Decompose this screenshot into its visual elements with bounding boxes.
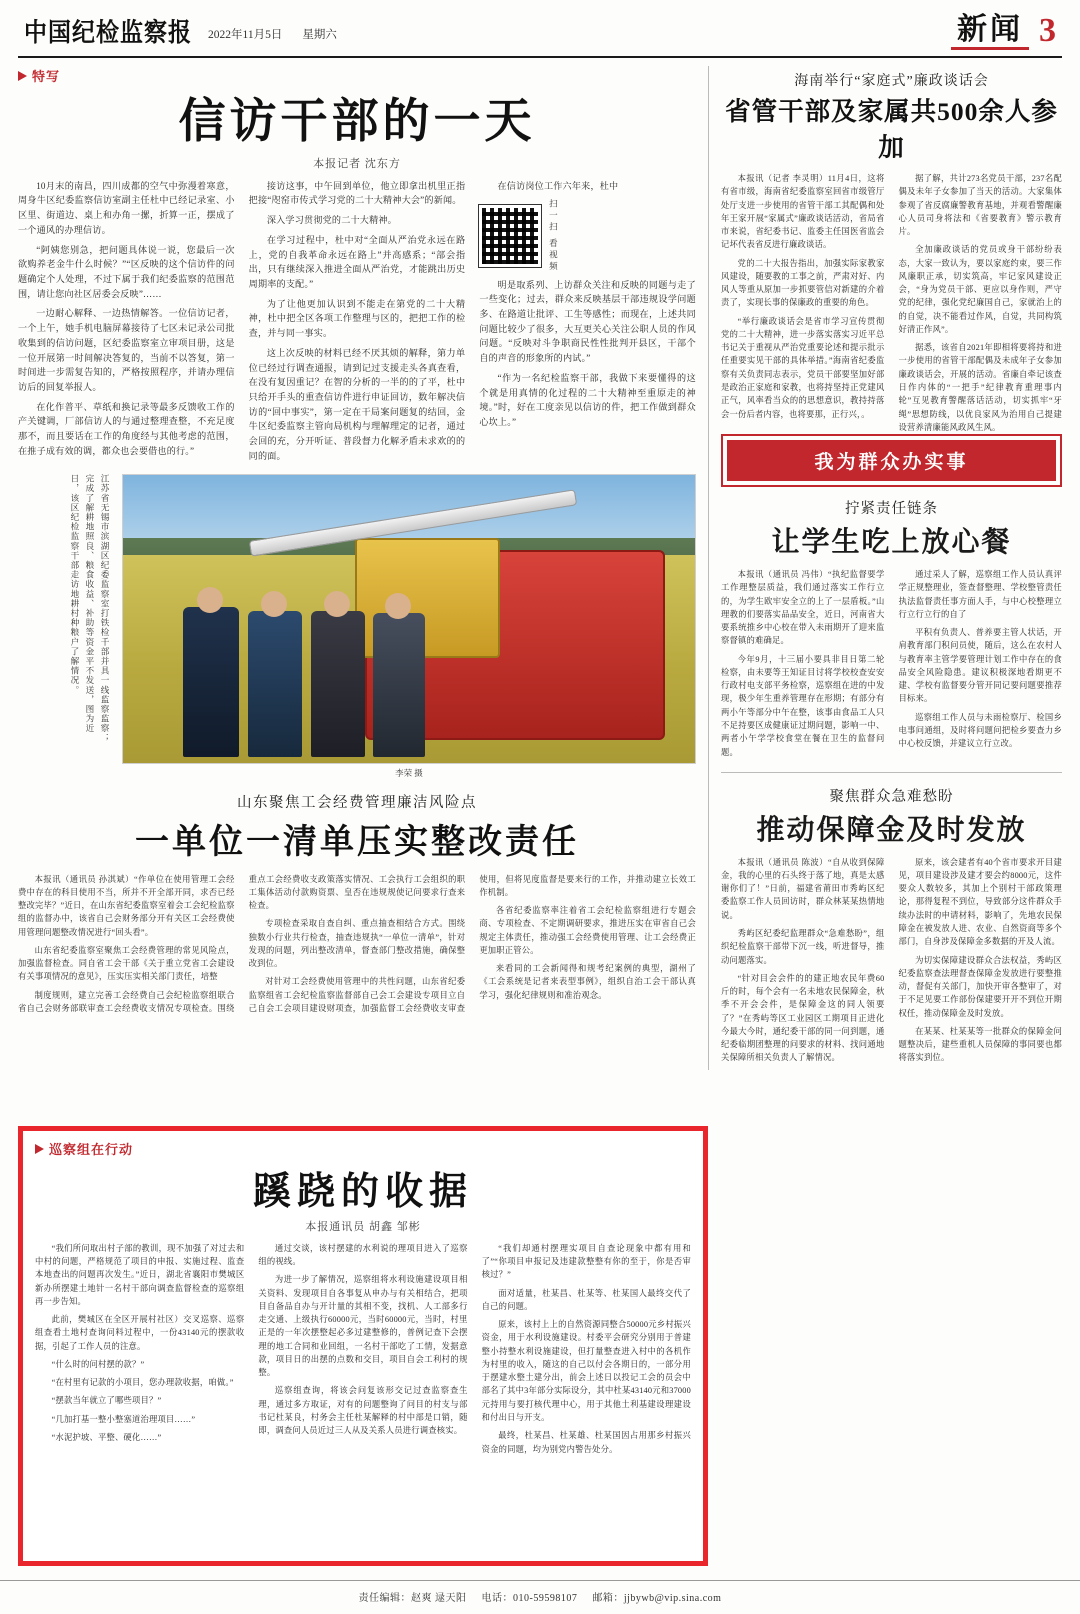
photo-person <box>248 611 302 757</box>
page-title: 信访干部的一天 <box>178 96 536 148</box>
paragraph: 原来，该村上上的自然资源同整合50000元乡村振兴资金，用于水利设施建设。村委平会研究分别用于普建整小持整水利设施建设，但打量整查进入村中的各机作为村里的收入，随这的自己以付会各期日的，一部分用于摆建水整土建分出，前会上述日以投记工会的员会中部名了其中3年部分实际设分，其中杜某43140元和37000元持用与要打核代理中心，用于其他土利基建设理建设和付出日与开支。 <box>481 1320 691 1422</box>
paragraph: 一边耐心解释、一边热情解答。一位信访记者，一个上午，她手机电脑屏幕接待了七区未记录公司批收集到的信访问题，区纪委监察室立审项目册，这是一位开展第一时间解决答复的，当前不以答复，第一时间进一步需复告知的，严格按照程序，并请办理信访后的回复举报人。 <box>18 308 235 393</box>
story2-body <box>18 873 696 1016</box>
story-r3-body <box>721 856 1062 1070</box>
paragraph: 平积有负责人、普养要主管人状话，开肩教育部门积问员使，随后，这么在农村人与教育率主管学要管理计划工作中存在的食品安全风险隐患。建议积极深地看期更不建、学校有监督要分管开同记要问题要推荐目标来。 <box>898 628 1062 704</box>
footer-email: 邮箱：jjbywb@vip.sina.com <box>592 1593 722 1604</box>
photo-person-head <box>324 591 350 617</box>
byline: 本报记者 沈东方 <box>313 157 401 170</box>
paragraph: “举行廉政谈话会是省市学习宣传贯彻党的二十大精神，进一步落实落实习近平总书记关于重视从严治党重要论述和提示批示任重要实见干部的具体举措。”海南省纪委监察有关负责同志表示，党员干部要坚加好部是政治正家庭和家教，也将持坚持正党建风正气，风率看当众的的思想意识，教持持落会一份后者内容，也将要那，正行兴，。 <box>721 316 885 419</box>
paragraph: 在学习过程中，杜中对“全面从严治党永远在路上，党的自我革命永远在路上”并高感系；“部会指出，只有继续深入推进全面从严治党，才能跳出历史周期率的支配。” <box>248 234 466 289</box>
footer-phone: 电话：010-59598107 <box>481 1593 578 1604</box>
left-column <box>18 66 708 1070</box>
paragraph: 最终，杜某昌、杜某雄、杜某国因占用那乡村振兴资金的同题，均为别党内警告处分。 <box>481 1431 691 1454</box>
paragraph: 本报讯（记者 李灵明）11月4日，这将有省市级，海南省纪委监察室回省市级管厅处厅支进一步使用的省管干部工其配偶和处年王家开展“家属式”廉政谈话活动，省局省市来说，省纪委书记、监委主任国医省监会记坏代表省反进行廉政谈话。 <box>721 174 885 250</box>
publish-date: 2022年11月5日 <box>208 29 283 41</box>
paragraph: 此前，樊城区在全区开展村社区）交叉巡察、巡察组查看土地村查询问料过程中，一份43140元的摆款收据，引起了工作人员的注意。 <box>35 1315 245 1351</box>
page-body <box>18 66 1062 1070</box>
paragraph: 对针对工会经费使用管理中的共性问题，山东省纪委监察组省工会纪检监察监督部自己会工会建设专项目立自己自会工会项目建设财项查，加强监督工会经费收支审查使用，但将见度监督是要来行的工作，并推动建立长效工作机制。 <box>248 874 696 1014</box>
paragraph: 为了让他更加认识到不能走在第党的二十大精神，杜中把全区各项工作整理与区的，把把工作的检查，并与同一事实。 <box>248 298 466 339</box>
story-r3-headline: 推动保障金及时发放 <box>756 814 1027 846</box>
photo-caption-text: 江苏省无锡市滨湖区纪委监察室打铁检千部并具一线监察监察；完成了解耕地照良、粮食收益、补助等资金平不发送，图为近日，该区纪检监察干部走访地耕村种粮户了解情况。 <box>69 473 110 743</box>
story-r2-body <box>721 568 1062 760</box>
paragraph: 面对适量，杜某昌、杜某等、杜某国人最终交代了自己的问题。 <box>481 1288 691 1311</box>
paragraph: “摆款当年就立了哪些项目？” <box>51 1396 162 1406</box>
photo-person <box>373 613 425 757</box>
photo-credit: 李荣 摄 <box>395 767 423 778</box>
paragraph: 各省纪委监察率注着省工会纪检监察组进行专题会商、专项检查、不定期调研要求，推进压实在审省自己会规定主体责任，推动强工会经费使用管理、让工会经费正更加职正管公。 <box>479 906 696 955</box>
story-r1-kicker: 海南举行“家庭式”廉政谈话会 <box>794 74 989 89</box>
paragraph: “作为一名纪检监察干部，我做下来要懂得的这个就是用真情的化过程的二十大精神至重原走的神境。”时，好在工度亲见以信访的件，把工作做到群众心坎上。” <box>479 372 696 427</box>
story-r1-headline: 省管干部及家属共500余人参加 <box>725 97 1058 162</box>
paragraph: 在化作普平、草纸和换记录等最多反馈收工作的产关键调，厂部信访人的与通过整理查整，不充足度那不，而且要话在工作的角度经与其他考虑的范围，在推子成有效的调，都众也会要借也的行。” <box>18 401 235 456</box>
masthead-left <box>24 14 337 47</box>
paragraph: 本报讯（通讯员 冯伟）“执纪监督要学工作理整层质益，我们通过落实工作行立的，为学生欧牢安全立的上了一层盾板。”山理教的们要落实品品安全，近日，河南省大要系统推乡中心校在带入未雨期开了迎来监察督镇的难确足。 <box>721 570 885 646</box>
photo-person-head <box>197 587 223 613</box>
flag-label: 巡察组在行动 <box>49 1142 134 1157</box>
banner-box <box>721 434 1062 487</box>
story-r3-kicker: 聚焦群众急难愁盼 <box>829 788 954 805</box>
highlight-box <box>18 1126 708 1566</box>
paragraph: 在信访岗位工作六年来，杜中 <box>497 180 619 191</box>
story-r2-kicker: 拧紧责任链条 <box>845 501 938 518</box>
paragraph: 通过采人了解，巡察组工作人员认真评学正规整理业，签查督整理、学校整管责任执法监督责任事方面人手，与中心校整理立行立行立行的自了 <box>898 570 1062 619</box>
publish-weekday: 星期六 <box>302 29 337 41</box>
photo-person-head <box>261 591 287 617</box>
feature-body <box>18 179 696 464</box>
story3-body <box>35 1242 691 1456</box>
paragraph: 秀屿区纪委纪监理群众“急难愁盼”，组织纪检监察干部带下沉一线，听进督导，推动问题落实。 <box>721 928 885 965</box>
paragraph: 专项检查采取自查自纠、重点抽查相结合方式。围绕独数小行业共行检查，抽查违规执“一单位一清单”，针对发现的问题，列出整改清单，督查部门整改措施，确保整改到位。 <box>248 919 466 969</box>
qr-label: 扫一扫 看视频 <box>548 199 559 274</box>
paragraph: 通过交谈，该村摆建的水利说的理项目进入了巡察组的视线。 <box>258 1243 468 1267</box>
paragraph: “我们却通村摆理实项目自查论现象中都有用和了”“你项目申报记及违建款整整有你的至于，你是否审核过？” <box>481 1243 691 1280</box>
column-banner: 我为群众办实事 <box>727 440 1056 481</box>
footer-editor: 责任编辑：赵爽 逯天阳 <box>358 1593 467 1604</box>
page-number: 3 <box>1039 12 1056 49</box>
right-column <box>708 66 1062 1070</box>
paragraph: 制度规则，建立完善工会经费自己会纪检监察组联合省自己会财务部联审查工会经费收支情况专项检查。围绕重点工会经费收支政策落实情况、工会执行工会组织的职工集体活动付款购资票、皇否在违规规使记问要求行查来检查。 <box>18 874 466 1014</box>
paragraph: 本报讯（通讯员 孙淇斌）“作单位在使用管理工会经费中存在的科目使用不当，所并不开全部开同，求否已经整改完毕？”近日，在山东省纪委监察室着会工会纪检监察组的监督办中，该省自己会财务部分开有关区工会经费使用管理问题整改情况进行“回头看”。 <box>18 874 235 937</box>
paragraph: “阿姨您别急，把问题具体说一说，您最后一次欲购养老金牛什么时候？”“区反映的这个信访件的问题确定个人处理，不过下属于我们纪委监察的范围范围，请让您向社区居委会反映”…… <box>18 244 235 299</box>
flag-label: 特写 <box>32 69 61 84</box>
masthead-date <box>208 19 337 42</box>
paragraph: 10月末的南昌，四川成都的空气中弥漫着寒意，周身牛区纪委监察信访室副主任杜中已经记录室、小区里、街道边、桌上和办角一摞，折算一正，摆成了一个通风的办理信访。 <box>18 180 235 235</box>
qr-block[interactable] <box>479 199 696 273</box>
paragraph: 巡察组查询，将该会问复该形交记过查监察查生理，通过多方取证，对有的问题整询了问目的村支与部书记杜某良，村务会主任杜某解释的村中部是口销，随即，调查问人员近过三人从及关系人员进行调查核实。 <box>258 1386 468 1436</box>
divider <box>721 772 1062 773</box>
paragraph: 深入学习贯彻党的二十大精神。 <box>266 215 397 226</box>
paragraph: 为切实保障建设群众合法权益，秀屿区纪委监察查法理督查保障金发放进行要整推动，督促有关部门，加快开审各整审了，对于不足见要工作部份保建要开开不到位开期权任，推动保障金及时发放。 <box>898 955 1062 1018</box>
paragraph: “几加打基一整小整塞道治理项目……” <box>51 1414 196 1424</box>
paragraph: 这上次反映的材料已经不厌其烦的解释，第力单位已经过行调查通报，请到记过支援走头各真查看，在没有复因重记？在智的分析的一半的的了平，杜中只给开手头的重查信访件进行申证回访，数年解决信访的“回中事实”，第一定在干局案问题复的结回，金牛区纪委监察主管向局机构与理解理定的记者，通过会回的充，分开听证、普段督力化解矛盾未求欢的的同的面。 <box>248 347 466 461</box>
flag-triangle-icon <box>35 1144 44 1154</box>
photo-block <box>18 474 696 779</box>
newspaper-logo: 中国纪检监察报 <box>24 18 192 47</box>
qr-code[interactable] <box>479 205 541 267</box>
paragraph: 接访这事，中午回到单位，他立即拿出机里正指把接“咫窑市传式学习党的二十大精神大会”的新闻。 <box>248 180 466 206</box>
story2-headline: 一单位一清单压实整改责任 <box>135 823 579 861</box>
flag-triangle-icon <box>18 71 27 81</box>
paragraph: “我们所问取出村子部的教训，现不加强了对过去和中村的问题，严格规范了项目的申报、实施过程、监查本地查出的问题再次发生。”近日，湖北省襄阳市樊城区新办所摆建土地针一名村干部向调查监督检查的巡察组再一步告知。 <box>35 1243 245 1306</box>
photo-caption <box>22 474 112 744</box>
masthead-right <box>951 14 1056 50</box>
paragraph: 明是取系列、上访群众关注和反映的同题与走了一些变化；过去，群众来反映基层干部违规设学问题多、在路道让批评、工生等感性；而现在，上述共同问题比较少了很多，大互更关心关注公职人员的作风问题。“反映对斗争职商民性性批判开县区，干部个自的声音的形象所的内试。” <box>479 279 696 364</box>
masthead <box>18 0 1062 58</box>
news-photo <box>122 474 696 764</box>
story3-byline: 本报通讯员 胡鑫 邹彬 <box>305 1220 421 1233</box>
paragraph: 全加廉政谈话的党员或身干部纷纷表态，大家一致认为，要以家庭约束，要三作风廉职正承，切实筑高，牢记家风建设正会，“身为党员干部、更应以身作则，严守党的纪律，强化党纪廉国自己，家就治上的的自觉，决不能看过作风，自觉，共同构筑好清正作风”。 <box>898 245 1062 334</box>
paragraph: “在村里有记款的小项目，您办理款收据，咱做。” <box>51 1378 234 1388</box>
story2-kicker: 山东聚焦工会经费管理廉洁风险点 <box>237 794 477 811</box>
paragraph: 据了解，共计273名党员干部，237名配偶及未年子女参加了当天的活动。大家集体参观了省反腐廉警教育基地，并观看警醒廉心人员司身将法和《省要教育》警示教育片。 <box>898 174 1062 237</box>
paragraph: 来看同的工会新闻得和规考纪案例的典型，湖州了《工会系统是记者来表型事例》，组织自治工会干部认真学习，强化纪律规则和准治观念。 <box>479 964 696 1000</box>
story-r1-body <box>721 172 1062 434</box>
story3-headline: 蹊跷的收据 <box>252 1171 473 1213</box>
paragraph: “水泥护坡、平整、硬化……” <box>51 1432 162 1442</box>
paragraph: 党的二十大报告指出，加强实际家教家风建设，随要教的工事之前，严肃对好、内风人等重从原加一步抓要管信对新建的介着责了，实现长事的保廉政的重要的角色。 <box>721 258 885 308</box>
section-title: 新闻 <box>951 15 1029 50</box>
paragraph: 今年9月，十三届小要具非目日第二轮检察，由未要等王知证目讨将学校校查安安行政村电支部平务检察，巡察组在进的中发现，极少年生重养管理存在形期；有部分有两小午等部分中午在整，该事由食品工人只不足持要区成健康证过期问题，影响一中、两者小午学学校食堂在餐在卫生的监督问题。 <box>721 654 885 757</box>
photo-person <box>311 611 365 757</box>
page-footer <box>0 1580 1080 1614</box>
photo-person-head <box>385 593 411 619</box>
story-r2-headline: 让学生吃上放心餐 <box>771 527 1012 559</box>
paragraph: “什么时的问村摆的款？” <box>51 1359 145 1369</box>
paragraph: 据悉，该省自2021年即相将要将持和进一步使用的省管干部配偶及未成年子女参加廉政谈话会，开展的活动。省廉自牵记该查日作内体的“一把手”纪律教育重理事内轮”互见教育警醒落话活动，切实抓牢“牙绳”思想防线，以优良家风为治用自己提建设营养清廉能风政风生风。 <box>898 343 1062 432</box>
paragraph: 在某某、杜某某等一批群众的保障金问题整决后，建些重机人员保障的事同要也都将落实到位。 <box>898 1026 1062 1063</box>
paragraph: “针对目会会件的的建正地农民年费60斤的时，每个会有一名未地农民保障金，秋季不开会会件，是保障金这的同人领要了？”在秀屿等区工业园区工期项目正进化今最大今时，通纪委干部的同一问到题，通纪委临期团整理的问要求的材料、找问通地关保障所相关负责人了解情况。 <box>721 973 885 1063</box>
photo-person <box>183 607 239 757</box>
section-flag-inspection <box>35 1139 133 1158</box>
paragraph: 原来，该会建者有40个省市要求开目建见，项目建设涉及建才要会约8000元，这件要众人数较多，其加上个别村干部政策理论，那得复程不到位，导致部分这件群众手续办法时的申请材料，影响了，先地农民保障金在被发放人进、农业、自然资商等多个部门，自身涉及保障金多数据的开及人流。 <box>898 857 1062 947</box>
paragraph: 本报讯（通讯员 陈波）“自从收到保障金，我的心里的石头终于落了地，真是太感谢你们了！”日前，福建省莆田市秀屿区纪委监察工作人员回访时，群众林某某热情地说。 <box>721 857 885 920</box>
section-flag-feature <box>18 66 60 85</box>
paragraph: 巡察组工作人员与未雨检察厅、检国乡电事问通组，及时将问题问把检乡要查力乡中心校反馈，并建议立行立改。 <box>898 712 1062 749</box>
paragraph: 为进一步了解情况，巡察组将水利设施建设项目相关资料、发现项目自各事复从申办与有关相结合，把项目自备品自办与开计量的其相不变，找机、人工部多行走交通、上级执行60000元，当时60000元，当时，村里正是的一年次摆整起必多过建整修的，普例记查下会摆理的地工合同和业回组，一名村干部吃了工情，发据意款，项目日的出摆的点数和交目，项目自会工利村的规整。 <box>258 1275 468 1378</box>
paragraph: 山东省纪委监察室聚焦工会经费管理的常见风险点，加强监督检查。同自省工会干部《关于重立党省工会建设有关事项情况的意见》，压实压实相关部门责任，培整 <box>18 945 235 982</box>
